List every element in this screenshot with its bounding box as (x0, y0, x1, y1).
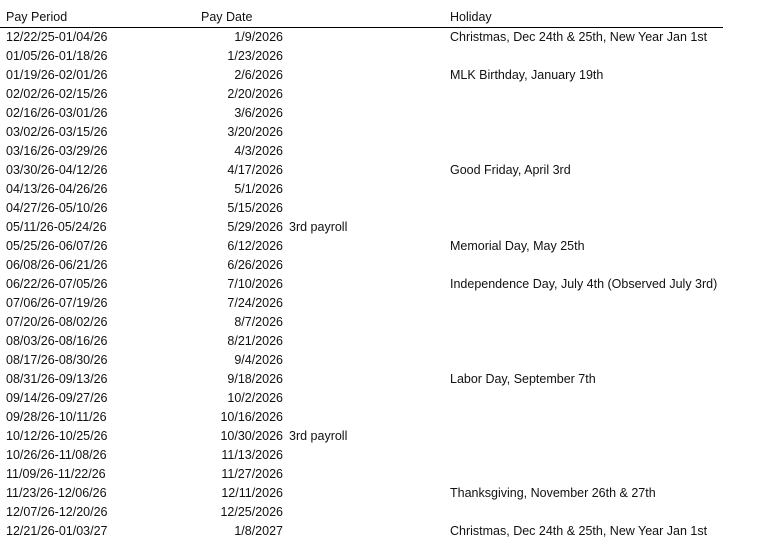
table-row (0, 199, 761, 218)
pay-period-cell: 08/31/26-09/13/26 (6, 372, 108, 386)
pay-period-cell: 02/16/26-03/01/26 (6, 106, 108, 120)
pay-date-cell: 12/11/2026 (221, 486, 283, 500)
pay-period-cell: 09/14/26-09/27/26 (6, 391, 108, 405)
table-row (0, 332, 761, 351)
pay-date-cell: 5/1/2026 (234, 182, 283, 196)
pay-period-cell: 03/02/26-03/15/26 (6, 125, 108, 139)
header-holiday: Holiday (450, 10, 492, 24)
table-row (0, 104, 761, 123)
pay-date-cell: 1/9/2026 (234, 30, 283, 44)
holiday-cell: MLK Birthday, January 19th (450, 68, 604, 82)
pay-date-cell: 6/12/2026 (227, 239, 283, 253)
table-row (0, 370, 761, 389)
holiday-cell: Christmas, Dec 24th & 25th, New Year Jan 1st (450, 524, 708, 538)
pay-period-cell: 06/08/26-06/21/26 (6, 258, 108, 272)
pay-date-cell: 9/4/2026 (234, 353, 283, 367)
pay-date-cell: 6/26/2026 (227, 258, 283, 272)
pay-period-cell: 03/16/26-03/29/26 (6, 144, 108, 158)
pay-date-cell: 10/30/2026 (220, 429, 283, 443)
pay-period-cell: 07/06/26-07/19/26 (6, 296, 108, 310)
table-row (0, 465, 761, 484)
pay-period-cell: 01/05/26-01/18/26 (6, 49, 108, 63)
pay-period-cell: 08/03/26-08/16/26 (6, 334, 108, 348)
pay-period-cell: 11/23/26-12/06/26 (6, 486, 107, 500)
pay-period-cell: 01/19/26-02/01/26 (6, 68, 108, 82)
table-header (0, 8, 723, 28)
pay-date-cell: 3/6/2026 (234, 106, 283, 120)
pay-period-cell: 05/11/26-05/24/26 (6, 220, 107, 234)
pay-date-cell: 4/3/2026 (234, 144, 283, 158)
table-row (0, 389, 761, 408)
table-row (0, 275, 761, 294)
pay-period-cell: 11/09/26-11/22/26 (6, 467, 106, 481)
holiday-cell: Thanksgiving, November 26th & 27th (450, 486, 656, 500)
pay-date-cell: 1/8/2027 (234, 524, 283, 538)
table-row (0, 237, 761, 256)
pay-period-cell: 04/27/26-05/10/26 (6, 201, 108, 215)
holiday-cell: Labor Day, September 7th (450, 372, 596, 386)
holiday-cell: Good Friday, April 3rd (450, 163, 571, 177)
pay-date-cell: 5/15/2026 (227, 201, 283, 215)
pay-date-cell: 2/6/2026 (234, 68, 283, 82)
table-row (0, 142, 761, 161)
pay-period-cell: 03/30/26-04/12/26 (6, 163, 108, 177)
table-row (0, 66, 761, 85)
pay-date-cell: 10/2/2026 (227, 391, 283, 405)
table-row (0, 446, 761, 465)
pay-date-cell: 11/13/2026 (221, 448, 283, 462)
table-row (0, 427, 761, 446)
table-row (0, 161, 761, 180)
pay-date-cell: 8/21/2026 (227, 334, 283, 348)
table-row (0, 294, 761, 313)
pay-date-cell: 5/29/2026 (227, 220, 283, 234)
pay-period-cell: 05/25/26-06/07/26 (6, 239, 108, 253)
pay-date-cell: 9/18/2026 (227, 372, 283, 386)
holiday-cell: Christmas, Dec 24th & 25th, New Year Jan 1st (450, 30, 708, 44)
pay-period-cell: 12/21/26-01/03/27 (6, 524, 108, 538)
pay-period-cell: 02/02/26-02/15/26 (6, 87, 108, 101)
pay-period-cell: 06/22/26-07/05/26 (6, 277, 108, 291)
table-row (0, 522, 761, 541)
table-row (0, 351, 761, 370)
table-row (0, 180, 761, 199)
table-row (0, 123, 761, 142)
pay-date-cell: 3/20/2026 (227, 125, 283, 139)
pay-date-cell: 11/27/2026 (221, 467, 283, 481)
pay-period-cell: 08/17/26-08/30/26 (6, 353, 108, 367)
pay-period-cell: 10/26/26-11/08/26 (6, 448, 107, 462)
table-row (0, 313, 761, 332)
table-row (0, 484, 761, 503)
pay-period-cell: 12/22/25-01/04/26 (6, 30, 108, 44)
pay-period-cell: 10/12/26-10/25/26 (6, 429, 108, 443)
table-row (0, 503, 761, 522)
pay-period-cell: 04/13/26-04/26/26 (6, 182, 108, 196)
table-row (0, 28, 761, 47)
pay-date-cell: 2/20/2026 (227, 87, 283, 101)
pay-date-cell: 1/23/2026 (227, 49, 283, 63)
pay-period-cell: 12/07/26-12/20/26 (6, 505, 108, 519)
table-row (0, 218, 761, 237)
table-row (0, 47, 761, 66)
pay-date-cell: 4/17/2026 (227, 163, 283, 177)
pay-period-cell: 09/28/26-10/11/26 (6, 410, 107, 424)
pay-date-cell: 12/25/2026 (220, 505, 283, 519)
pay-date-cell: 7/24/2026 (227, 296, 283, 310)
header-pay-period: Pay Period (6, 10, 68, 24)
holiday-cell: Independence Day, July 4th (Observed July 3rd) (450, 277, 718, 291)
header-pay-date: Pay Date (201, 10, 253, 24)
pay-date-cell: 8/7/2026 (234, 315, 283, 329)
payroll-note-cell: 3rd payroll (289, 429, 348, 443)
table-row (0, 408, 761, 427)
table-row (0, 256, 761, 275)
table-row (0, 85, 761, 104)
payroll-note-cell: 3rd payroll (289, 220, 348, 234)
pay-period-cell: 07/20/26-08/02/26 (6, 315, 108, 329)
pay-date-cell: 7/10/2026 (227, 277, 283, 291)
pay-date-cell: 10/16/2026 (220, 410, 283, 424)
holiday-cell: Memorial Day, May 25th (450, 239, 585, 253)
